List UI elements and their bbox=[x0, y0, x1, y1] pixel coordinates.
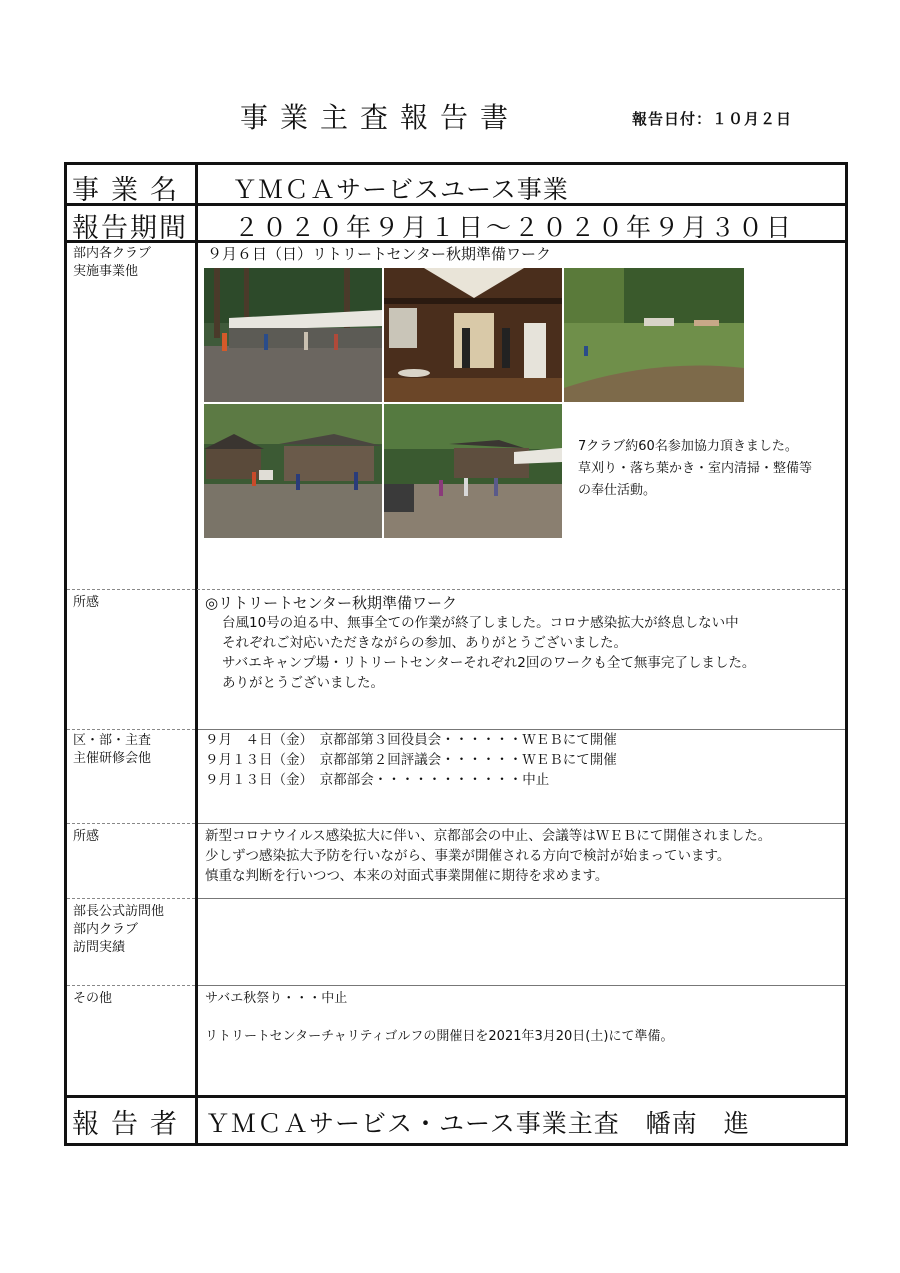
impressions-line: 慎重な判断を行いつつ、本来の対面式事業開催に期待を求めます。 bbox=[205, 868, 609, 884]
period-value: ２０２０年９月１日～２０２０年９月３０日 bbox=[234, 213, 795, 242]
schedule-line: ９月１３日（金） 京都部第２回評議会・・・・・・ＷＥＢにて開催 bbox=[205, 752, 617, 768]
field-photo bbox=[564, 268, 744, 402]
divider bbox=[198, 898, 845, 899]
divider bbox=[64, 1095, 848, 1098]
schedule-line: ９月１３日（金） 京都部会・・・・・・・・・・・中止 bbox=[205, 772, 550, 788]
divider bbox=[67, 898, 195, 899]
project-name-label: 事業名 bbox=[72, 175, 189, 206]
impressions-heading: ◎リトリートセンター秋期準備ワーク bbox=[205, 594, 458, 612]
divider bbox=[67, 985, 195, 986]
schedule-line: ９月 ４日（金） 京都部第３回役員会・・・・・・ＷＥＢにて開催 bbox=[205, 732, 617, 748]
column-divider bbox=[195, 162, 198, 1146]
project-name-value: ＹＭＣＡサービスユース事業 bbox=[232, 175, 569, 204]
divider bbox=[198, 985, 845, 986]
impressions-label: 所感 bbox=[73, 595, 100, 610]
impressions-line: ありがとうございました。 bbox=[222, 675, 384, 691]
reporter-value: ＹＭＣＡサービス・ユース事業主査 幡南 進 bbox=[205, 1109, 750, 1138]
divider bbox=[67, 589, 845, 590]
divider bbox=[198, 729, 845, 730]
club-activities-label: 部内各クラブ 実施事業他 bbox=[73, 246, 152, 279]
impressions-line: サバエキャンプ場・リトリートセンターそれぞれ2回のワークも全て無事完了しました。 bbox=[222, 655, 756, 671]
volunteers-group-photo bbox=[384, 404, 562, 538]
tent-row-photo bbox=[204, 268, 382, 402]
cabins-photo bbox=[204, 404, 382, 538]
impressions-line: 少しずつ感染拡大予防を行いながら、事業が開催される方向で検討が始まっています。 bbox=[205, 848, 731, 864]
club-activities-heading: ９月６日（日）リトリートセンター秋期準備ワーク bbox=[207, 245, 551, 263]
other-line: リトリートセンターチャリティゴルフの開催日を2021年3月20日(土)にて準備。 bbox=[205, 1029, 674, 1044]
official-visits-label: 部長公式訪問他 部内クラブ 訪問実績 bbox=[73, 904, 165, 955]
impressions-line: 台風10号の迫る中、無事全ての作業が終了しました。コロナ感染拡大が終息しない中 bbox=[222, 615, 739, 631]
lodge-interior-photo bbox=[384, 268, 562, 402]
reporter-label: 報告者 bbox=[72, 1109, 189, 1140]
impressions-line: 新型コロナウイルス感染拡大に伴い、京都部会の中止、会議等はＷＥＢにて開催されました。 bbox=[205, 828, 772, 844]
impressions-label: 所感 bbox=[73, 829, 100, 844]
club-activities-caption: 7クラブ約60名参加協力頂きました。 草刈り・落ち葉かき・室内清掃・整備等 の奉仕活動。 bbox=[578, 439, 813, 498]
divider bbox=[67, 729, 195, 730]
report-date: 報告日付：１０月２日 bbox=[632, 110, 793, 128]
divider bbox=[198, 823, 845, 824]
other-line: サバエ秋祭り・・・中止 bbox=[205, 991, 348, 1006]
document-title: 事業主査報告書 bbox=[240, 101, 521, 134]
period-label: 報告期間 bbox=[72, 213, 188, 244]
other-label: その他 bbox=[73, 991, 113, 1006]
impressions-line: それぞれご対応いただきながらの参加、ありがとうございました。 bbox=[222, 635, 627, 651]
divider bbox=[67, 823, 195, 824]
district-training-label: 区・部・主査 主催研修会他 bbox=[73, 733, 152, 766]
